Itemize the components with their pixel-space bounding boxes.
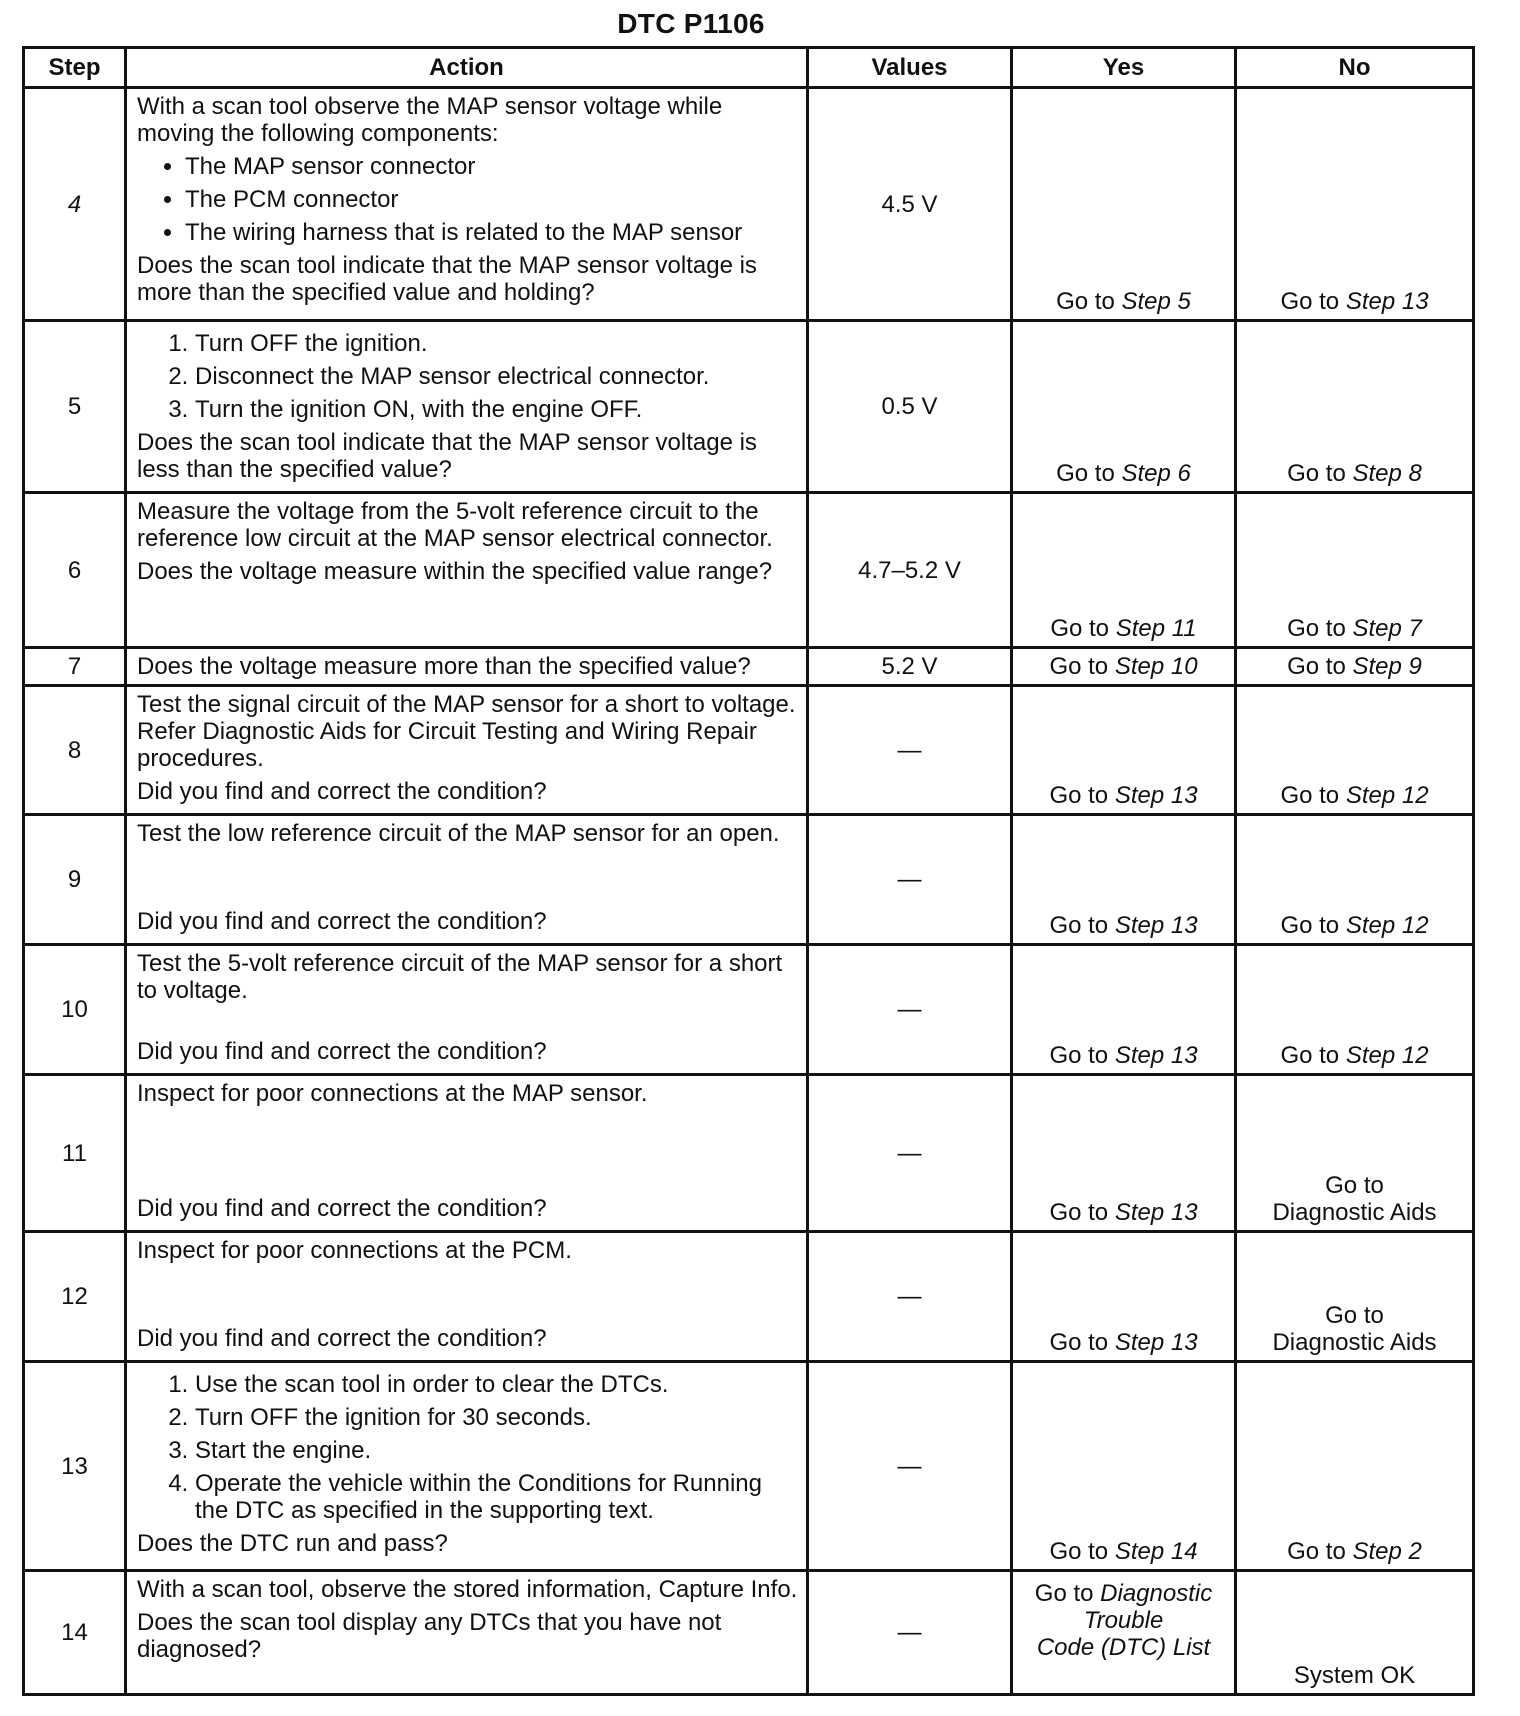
step-link: Step 10 [1114,653,1198,680]
value-cell: 4.7–5.2 V [808,493,1012,648]
table-row [24,686,1474,815]
value-cell: — [808,1232,1012,1362]
system-ok-text: System OK [1293,1662,1416,1689]
table-row [24,493,1474,648]
action-instruction: Inspect for poor connections at the PCM. [137,1237,572,1264]
action-question: Did you find and correct the condition? [137,778,547,805]
list-item: 1. Turn OFF the ignition. [195,330,798,357]
action-numbered-list [137,330,798,423]
value-cell: 0.5 V [808,321,1012,493]
step-number: 13 [24,1362,126,1571]
header-row [24,48,1474,88]
header-values: Values [808,48,1012,88]
yes-cell: Go to Step 11 [1012,493,1236,648]
step-number: 8 [24,686,126,815]
action-cell [126,648,808,686]
step-number: 9 [24,815,126,945]
yes-cell: Go to Diagnostic Trouble Code (DTC) List [1012,1571,1236,1695]
no-cell [1236,1571,1474,1695]
list-item: 1. Use the scan tool in order to clear the DTCs. [195,1371,798,1398]
list-item: • The MAP sensor connector [185,153,798,180]
value-cell: — [808,1362,1012,1571]
no-cell: Go to Step 12 [1236,945,1474,1075]
step-link: Step 14 [1114,1538,1198,1565]
no-cell: Go to Step 9 [1236,648,1474,686]
list-item: 3. Start the engine. [195,1437,798,1464]
action-cell [126,1571,808,1695]
list-item: 2. Disconnect the MAP sensor electrical connector. [195,363,798,390]
step-link: Step 13 [1114,1199,1198,1226]
no-cell: Go to Diagnostic Aids [1236,1075,1474,1232]
table-row [24,1362,1474,1571]
list-item: • The PCM connector [185,186,798,213]
action-cell [126,321,808,493]
action-question: Does the scan tool indicate that the MAP sensor voltage is more than the specified value and holding? [137,252,757,306]
action-instruction: Test the 5-volt reference circuit of the MAP sensor for a short to voltage. [137,950,783,1004]
action-cell [126,815,808,945]
list-item: 3. Turn the ignition ON, with the engine OFF. [195,396,798,423]
action-cell [126,1232,808,1362]
step-link: Step 13 [1345,288,1429,315]
diagnostic-aids-link: Diagnostic Aids [1272,1329,1437,1356]
yes-cell: Go to Step 13 [1012,1232,1236,1362]
no-cell: Go to Step 12 [1236,815,1474,945]
yes-cell: Go to Step 6 [1012,321,1236,493]
step-link: Step 13 [1114,1329,1198,1356]
step-link: Step 13 [1114,1042,1198,1069]
step-link: Step 13 [1114,782,1198,809]
step-link: Step 13 [1114,912,1198,939]
dtc-list-link: Diagnostic [1100,1580,1213,1607]
step-number: 4 [24,88,126,321]
action-instruction: With a scan tool, observe the stored information, Capture Info. [137,1576,798,1603]
table-row [24,1571,1474,1695]
step-link: Step 7 [1352,615,1422,642]
action-cell [126,493,808,648]
action-cell [126,1075,808,1232]
dtc-table [22,46,1475,1696]
step-link: Step 11 [1115,615,1197,642]
diagnostic-aids-link: Diagnostic Aids [1272,1199,1437,1226]
step-number: 12 [24,1232,126,1362]
action-cell [126,686,808,815]
action-numbered-list [137,1371,798,1524]
action-question: Does the DTC run and pass? [137,1530,448,1557]
step-link: Step 12 [1345,912,1429,939]
list-item: 4. Operate the vehicle within the Conditions for Running the DTC as specified in the supporting text. [195,1470,798,1524]
step-number: 10 [24,945,126,1075]
step-link: Step 8 [1352,460,1422,487]
yes-cell: Go to Step 13 [1012,945,1236,1075]
header-no: No [1236,48,1474,88]
action-question: Does the voltage measure within the specified value range? [137,558,773,585]
list-item: • The wiring harness that is related to the MAP sensor [185,219,798,246]
yes-cell: Go to Step 14 [1012,1362,1236,1571]
step-number: 7 [24,648,126,686]
action-cell [126,1362,808,1571]
step-number: 6 [24,493,126,648]
step-number: 5 [24,321,126,493]
table-row [24,1232,1474,1362]
step-link: Step 2 [1352,1538,1422,1565]
page-title: DTC P1106 [617,8,765,39]
action-instruction: Inspect for poor connections at the MAP sensor. [137,1080,648,1107]
step-link: Step 12 [1345,1042,1429,1069]
action-question: Did you find and correct the condition? [137,1038,547,1065]
step-number: 14 [24,1571,126,1695]
value-cell: — [808,1571,1012,1695]
no-cell: Go to Step 13 [1236,88,1474,321]
table-row [24,321,1474,493]
table-row [24,945,1474,1075]
action-question: Does the scan tool indicate that the MAP sensor voltage is less than the specified value? [137,429,757,483]
table-row [24,815,1474,945]
action-cell [126,88,808,321]
step-link: Step 9 [1352,653,1422,680]
action-question: Does the scan tool display any DTCs that you have not diagnosed? [137,1609,722,1663]
no-cell: Go to Step 2 [1236,1362,1474,1571]
action-instruction: Test the low reference circuit of the MAP sensor for an open. [137,820,780,847]
list-item: 2. Turn OFF the ignition for 30 seconds. [195,1404,798,1431]
no-cell: Go to Step 7 [1236,493,1474,648]
yes-cell: Go to Step 13 [1012,1075,1236,1232]
action-instruction: With a scan tool observe the MAP sensor voltage while moving the following components: [137,93,723,147]
header-yes: Yes [1012,48,1236,88]
no-cell: Go to Step 8 [1236,321,1474,493]
value-cell: — [808,1075,1012,1232]
table-row [24,648,1474,686]
table-row [24,88,1474,321]
no-cell: Go to Step 12 [1236,686,1474,815]
value-cell: 4.5 V [808,88,1012,321]
header-action: Action [126,48,808,88]
no-cell: Go to Diagnostic Aids [1236,1232,1474,1362]
value-cell: — [808,686,1012,815]
action-question: Did you find and correct the condition? [137,908,547,935]
yes-cell: Go to Step 5 [1012,88,1236,321]
yes-cell: Go to Step 13 [1012,815,1236,945]
step-link: Step 12 [1345,782,1429,809]
header-step: Step [24,48,126,88]
action-instruction: Measure the voltage from the 5-volt reference circuit to the reference low circuit at the MAP sensor electrical connector. [137,498,773,552]
action-cell [126,945,808,1075]
action-question: Does the voltage measure more than the specified value? [137,653,751,680]
action-bullet-list [137,153,798,246]
action-question: Did you find and correct the condition? [137,1195,547,1222]
value-cell: — [808,815,1012,945]
step-number: 11 [24,1075,126,1232]
value-cell: — [808,945,1012,1075]
action-question: Did you find and correct the condition? [137,1325,547,1352]
step-link: Step 6 [1121,460,1191,487]
step-link: Step 5 [1121,288,1191,315]
value-cell: 5.2 V [808,648,1012,686]
yes-cell: Go to Step 10 [1012,648,1236,686]
action-instruction: Test the signal circuit of the MAP sensor for a short to voltage. Refer Diagnostic Aids for Circuit Testing and Wiring Repair procedures. [137,691,796,772]
table-row [24,1075,1474,1232]
yes-cell: Go to Step 13 [1012,686,1236,815]
